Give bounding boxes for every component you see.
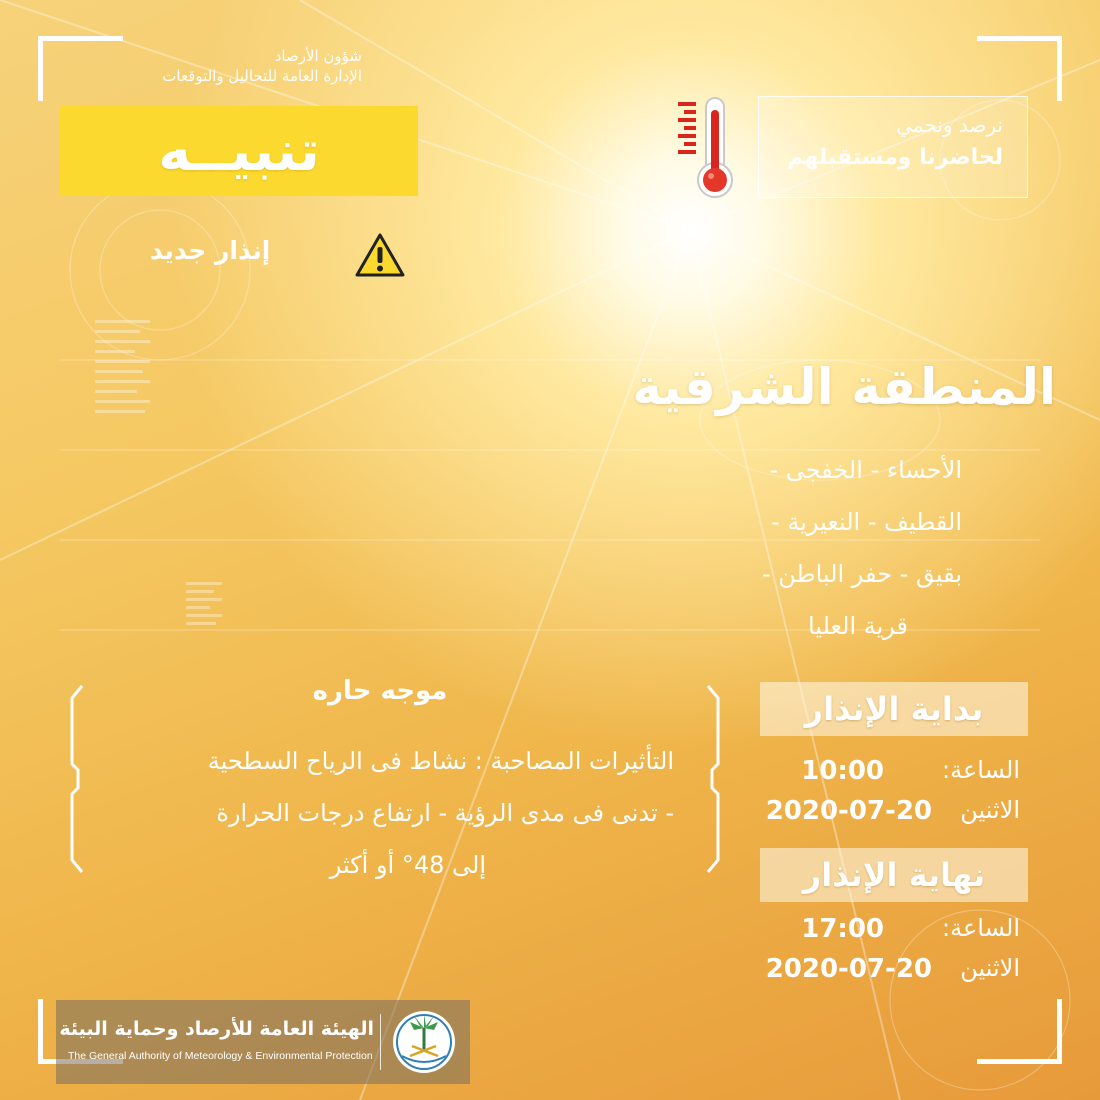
- city-line: القطيف - النعيرية -: [771, 508, 962, 536]
- end-time-value: 17:00: [801, 914, 884, 944]
- palm-swords-emblem-icon: [390, 1008, 458, 1076]
- thermometer-icon: [676, 96, 742, 200]
- end-date-value: 2020-07-20: [765, 954, 932, 984]
- authority-logo-bar: [56, 1000, 470, 1084]
- warning-start-label: بداية الإنذار: [804, 690, 984, 728]
- frame-corner-top-left: [38, 36, 123, 101]
- description-line: التأثيرات المصاحبة : نشاط فى الرياح السطحية: [207, 747, 674, 775]
- phenomenon-description: [100, 740, 674, 896]
- city-line: قرية العليا: [808, 612, 908, 640]
- left-bracket-decoration: [64, 684, 86, 874]
- department-name: شؤون الأرصاد: [274, 47, 362, 65]
- authority-name-english: The General Authority of Meteorology & Environmental Protection: [68, 1050, 373, 1062]
- end-day-label: الاثنين: [960, 954, 1020, 982]
- description-line: إلى 48° أو أكثر: [329, 851, 486, 879]
- department-division: الإدارة العامة للتحاليل والتوقعات: [162, 67, 362, 85]
- start-date-value: 2020-07-20: [765, 796, 932, 826]
- affected-cities-list: [662, 450, 962, 658]
- city-line: الأحساء - الخفجى -: [769, 456, 962, 484]
- start-time-value: 10:00: [801, 756, 884, 786]
- phenomenon-title: موجه حاره: [312, 676, 448, 706]
- alert-status-label: إنذار جديد: [150, 236, 271, 265]
- slogan-line-2: لحاضرنا ومستقبلهم: [787, 145, 1003, 170]
- slogan-box: [758, 96, 1028, 198]
- warning-start-header: [760, 682, 1028, 736]
- right-bracket-decoration: [704, 684, 726, 874]
- warning-triangle-icon: [354, 232, 406, 278]
- alert-type-label: تنبيــه: [158, 118, 320, 184]
- slogan-line-1: نرصد ونحمي: [896, 113, 1003, 137]
- end-time-label: الساعة:: [942, 914, 1020, 942]
- department-header: [162, 46, 362, 86]
- region-title: المنطقة الشرقية: [632, 358, 1056, 416]
- start-time-row: [760, 756, 1020, 790]
- authority-name-arabic: الهيئة العامة للأرصاد وحماية البيئة: [59, 1018, 374, 1040]
- start-time-label: الساعة:: [942, 756, 1020, 784]
- warning-end-header: [760, 848, 1028, 902]
- end-time-row: [760, 914, 1020, 948]
- city-line: بقيق - حفر الباطن -: [761, 560, 962, 588]
- frame-corner-top-right: [977, 36, 1062, 101]
- start-date-row: [760, 796, 1020, 830]
- frame-corner-bottom-right: [977, 999, 1062, 1064]
- start-day-label: الاثنين: [960, 796, 1020, 824]
- alert-type-banner: [60, 106, 418, 196]
- logo-divider: [380, 1014, 381, 1070]
- warning-end-label: نهاية الإنذار: [802, 856, 986, 894]
- description-line: - تدنى فى مدى الرؤية - ارتفاع درجات الحرارة: [216, 799, 674, 827]
- end-date-row: [760, 954, 1020, 988]
